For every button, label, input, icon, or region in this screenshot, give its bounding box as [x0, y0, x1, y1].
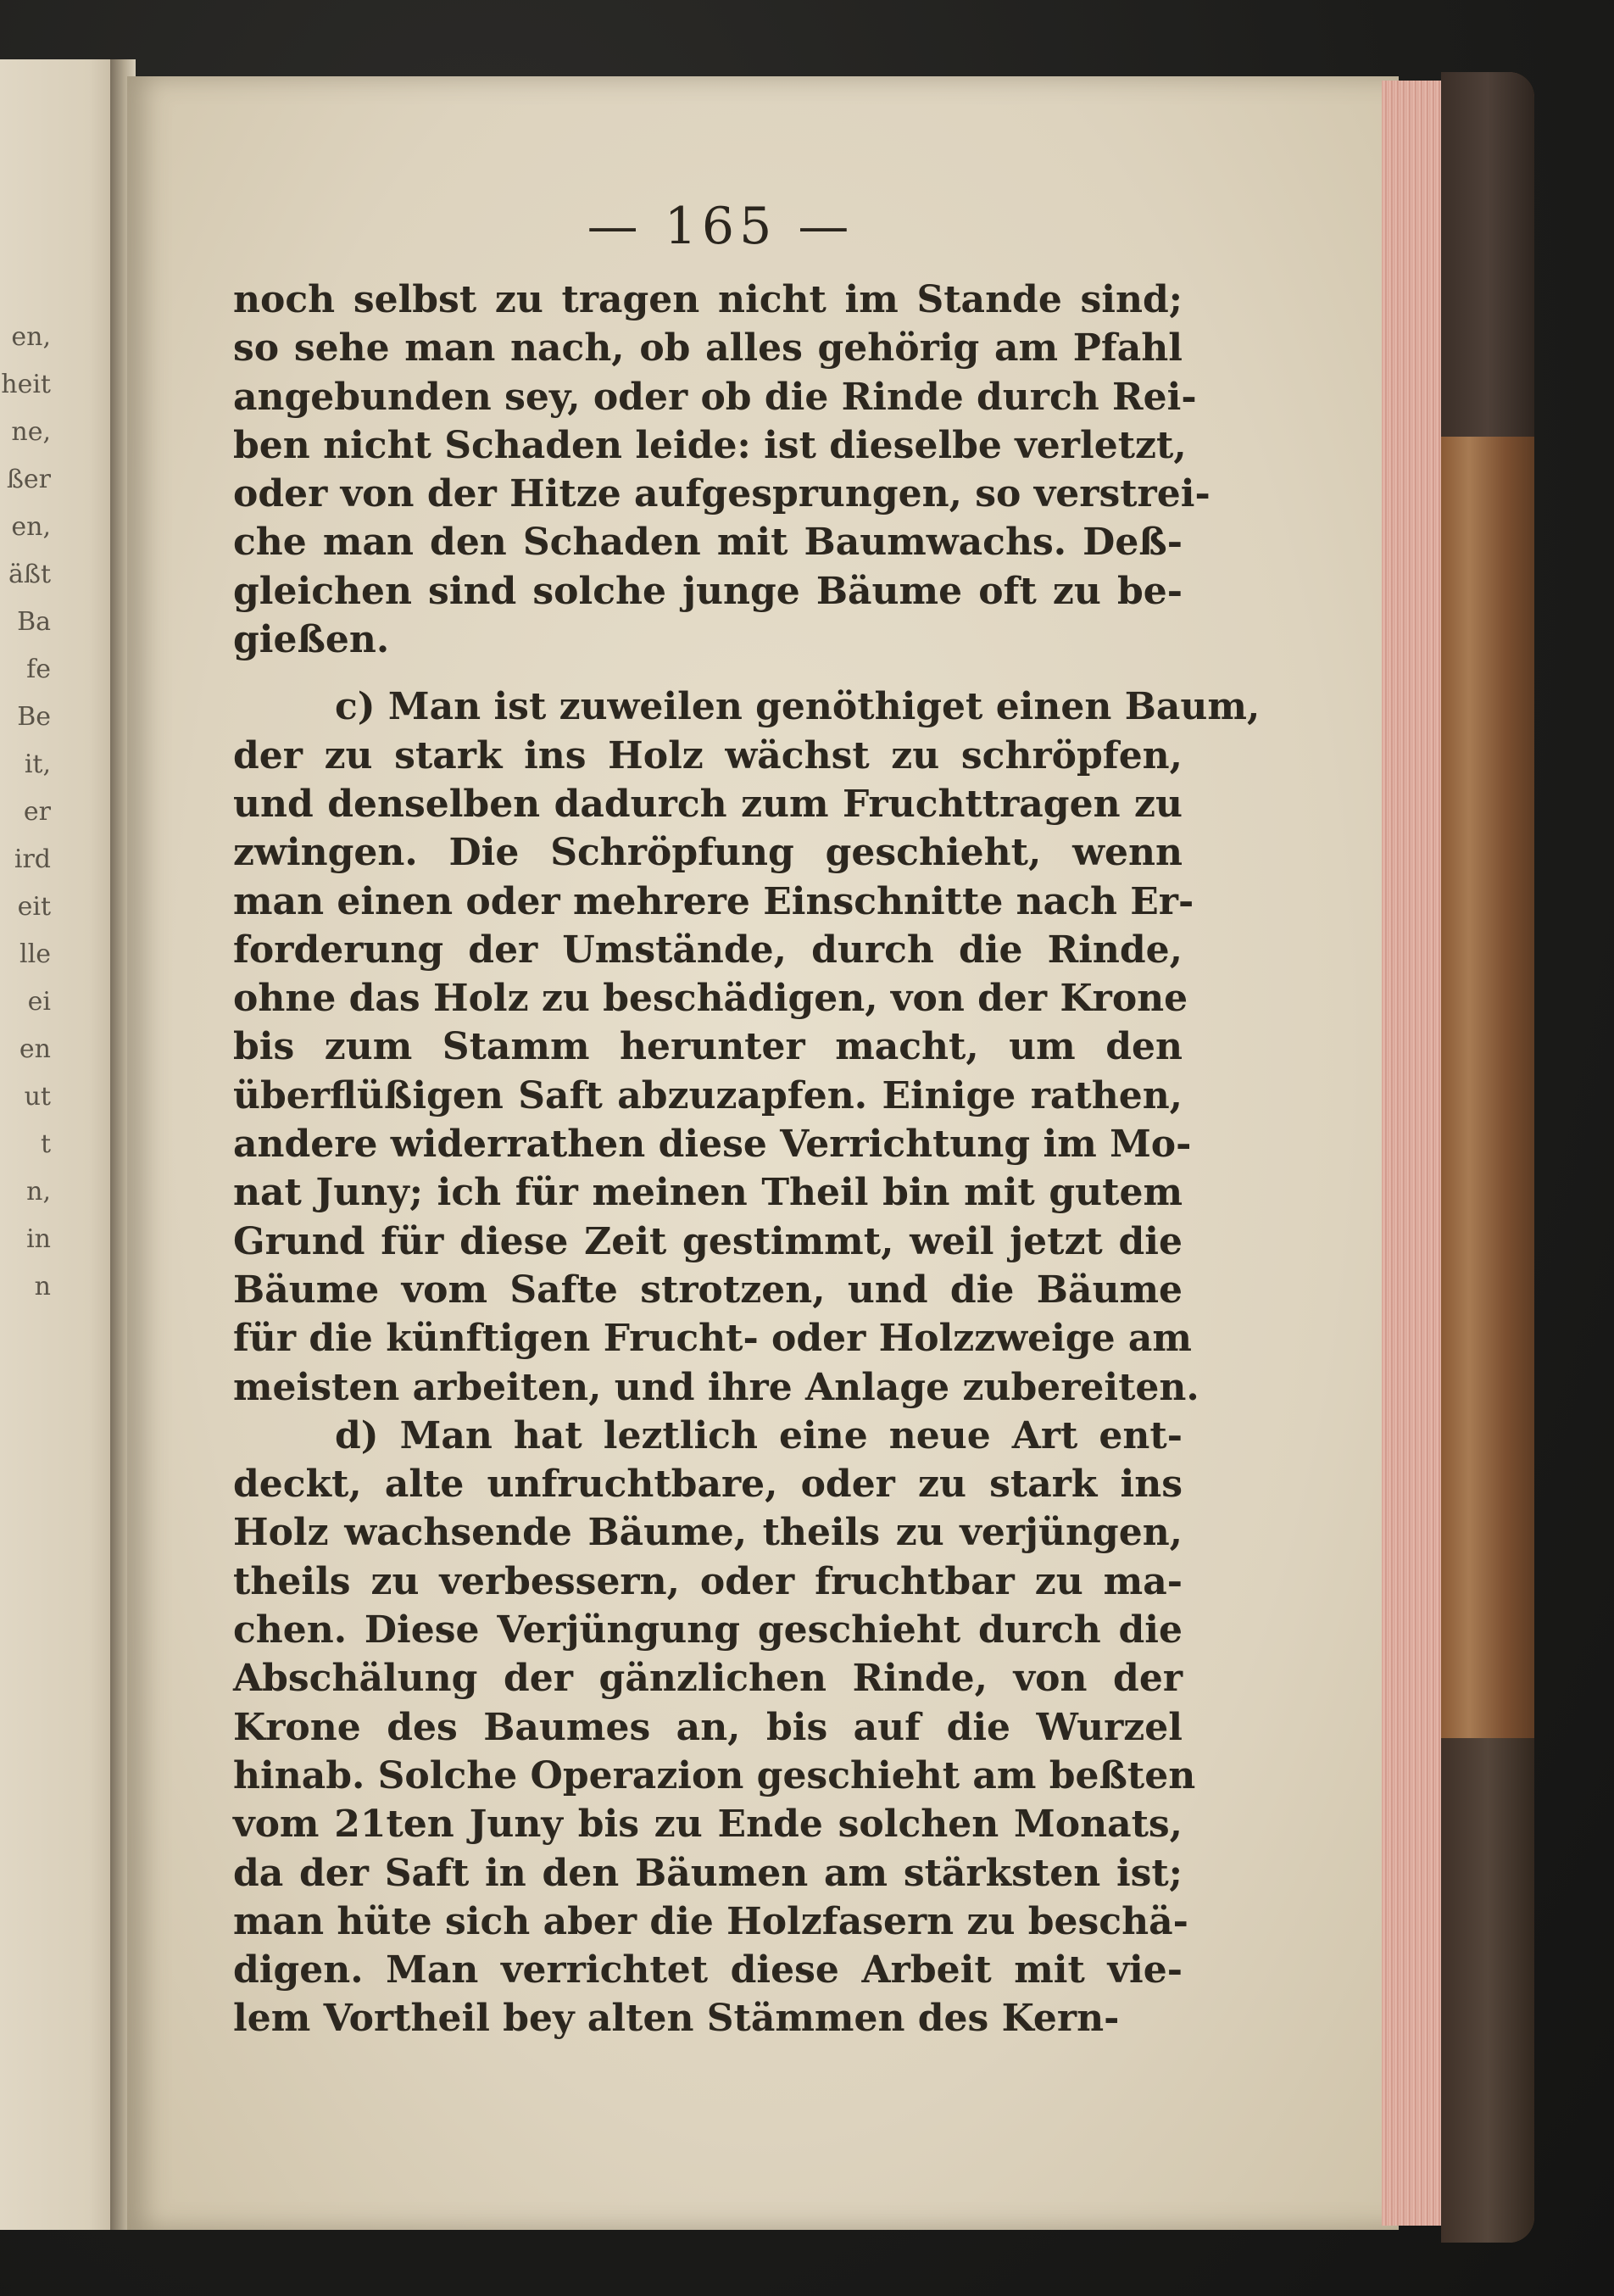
- text-line: hinab. Solche Operazion geschieht am beßten: [233, 1753, 1196, 1797]
- margin-fragment: ut: [24, 1082, 51, 1112]
- text-line: che man den Schaden mit Baumwachs. Deß-: [233, 521, 1183, 565]
- text-line: noch selbst zu tragen nicht im Stande sind;: [233, 278, 1183, 321]
- margin-fragment: en,: [11, 322, 51, 352]
- text-line: da der Saft in den Bäumen am stärksten ist;: [233, 1851, 1183, 1895]
- text-line: man hüte sich aber die Holzfasern zu beschä-: [233, 1899, 1188, 1943]
- margin-fragment: ßer: [6, 465, 51, 494]
- text-line: bis zum Stamm herunter macht, um den: [233, 1025, 1183, 1069]
- text-line: der zu stark ins Holz wächst zu schröpfen,: [233, 733, 1183, 777]
- margin-fragment: t: [40, 1129, 51, 1159]
- text-line: gleichen sind solche junge Bäume oft zu be-: [233, 569, 1183, 613]
- page-text: [233, 276, 1261, 2043]
- text-line: Holz wachsende Bäume, theils zu verjüngen,: [233, 1511, 1183, 1555]
- left-page-margin-text: [0, 314, 51, 1311]
- text-line: meisten arbeiten, und ihre Anlage zubereiten.: [233, 1365, 1199, 1409]
- text-line: chen. Diese Verjüngung geschieht durch die: [233, 1608, 1183, 1652]
- margin-fragment: ei: [27, 987, 51, 1017]
- text-line: lem Vortheil bey alten Stämmen des Kern-: [233, 1997, 1120, 2041]
- text-line: Bäume vom Safte strotzen, und die Bäume: [233, 1268, 1183, 1312]
- text-line: zwingen. Die Schröpfung geschieht, wenn: [233, 831, 1183, 875]
- margin-fragment: heit: [1, 370, 51, 399]
- margin-fragment: eit: [17, 892, 51, 922]
- margin-fragment: en: [19, 1034, 51, 1064]
- book-cover-corner-top: [1441, 72, 1534, 437]
- margin-fragment: n: [34, 1272, 51, 1301]
- text-line: vom 21ten Juny bis zu Ende solchen Monats,: [233, 1803, 1183, 1847]
- text-line: nat Juny; ich für meinen Theil bin mit gutem: [233, 1171, 1183, 1215]
- book-cover-corner-bottom: [1441, 1738, 1534, 2243]
- margin-fragment: fe: [26, 655, 51, 684]
- paragraph-2: [233, 683, 1261, 1411]
- margin-fragment: er: [23, 797, 51, 827]
- text-line: Grund für diese Zeit gestimmt, weil jetzt die: [233, 1219, 1183, 1263]
- margin-fragment: ird: [14, 844, 51, 874]
- text-line: überflüßigen Saft abzuzapfen. Einige rathen,: [233, 1073, 1183, 1117]
- text-line: gießen.: [233, 618, 390, 662]
- text-line: angebunden sey, oder ob die Rinde durch Rei-: [233, 375, 1197, 419]
- text-line: forderung der Umstände, durch die Rinde,: [233, 928, 1183, 972]
- text-line: digen. Man verrichtet diese Arbeit mit vie-: [233, 1948, 1183, 1992]
- page-number: — 165 —: [587, 197, 854, 256]
- margin-fragment: en,: [11, 512, 51, 542]
- text-line: Krone des Baumes an, bis auf die Wurzel: [233, 1705, 1183, 1749]
- text-line: Abschälung der gänzlichen Rinde, von der: [233, 1657, 1183, 1701]
- text-line: andere widerrathen diese Verrichtung im Mo-: [233, 1123, 1192, 1167]
- page-edges: [1382, 81, 1441, 2226]
- margin-fragment: it,: [24, 750, 51, 779]
- text-line: man einen oder mehrere Einschnitte nach Er-: [233, 879, 1194, 923]
- paragraph-3: [233, 1412, 1196, 2043]
- text-line: ben nicht Schaden leide: ist dieselbe verletzt,: [233, 423, 1187, 467]
- margin-fragment: in: [26, 1224, 51, 1254]
- text-line: ohne das Holz zu beschädigen, von der Krone: [233, 977, 1188, 1021]
- margin-fragment: äßt: [8, 560, 51, 589]
- margin-fragment: Ba: [17, 607, 51, 637]
- text-line: deckt, alte unfruchtbare, oder zu stark ins: [233, 1463, 1183, 1507]
- paragraph-1: [233, 276, 1210, 664]
- text-line: c) Man ist zuweilen genöthiget einen Baum,: [335, 685, 1261, 729]
- margin-fragment: Be: [17, 702, 51, 732]
- text-line: oder von der Hitze aufgesprungen, so verstrei-: [233, 472, 1210, 516]
- text-line: so sehe man nach, ob alles gehörig am Pfahl: [233, 326, 1183, 371]
- text-line: d) Man hat leztlich eine neue Art ent-: [335, 1413, 1183, 1457]
- margin-fragment: n,: [26, 1177, 51, 1207]
- text-line: und denselben dadurch zum Fruchttragen zu: [233, 782, 1183, 826]
- text-line: für die künftigen Frucht- oder Holzzweige am: [233, 1317, 1192, 1361]
- margin-fragment: lle: [19, 939, 51, 969]
- margin-fragment: ne,: [11, 417, 51, 447]
- text-line: theils zu verbessern, oder fruchtbar zu ma-: [233, 1559, 1183, 1603]
